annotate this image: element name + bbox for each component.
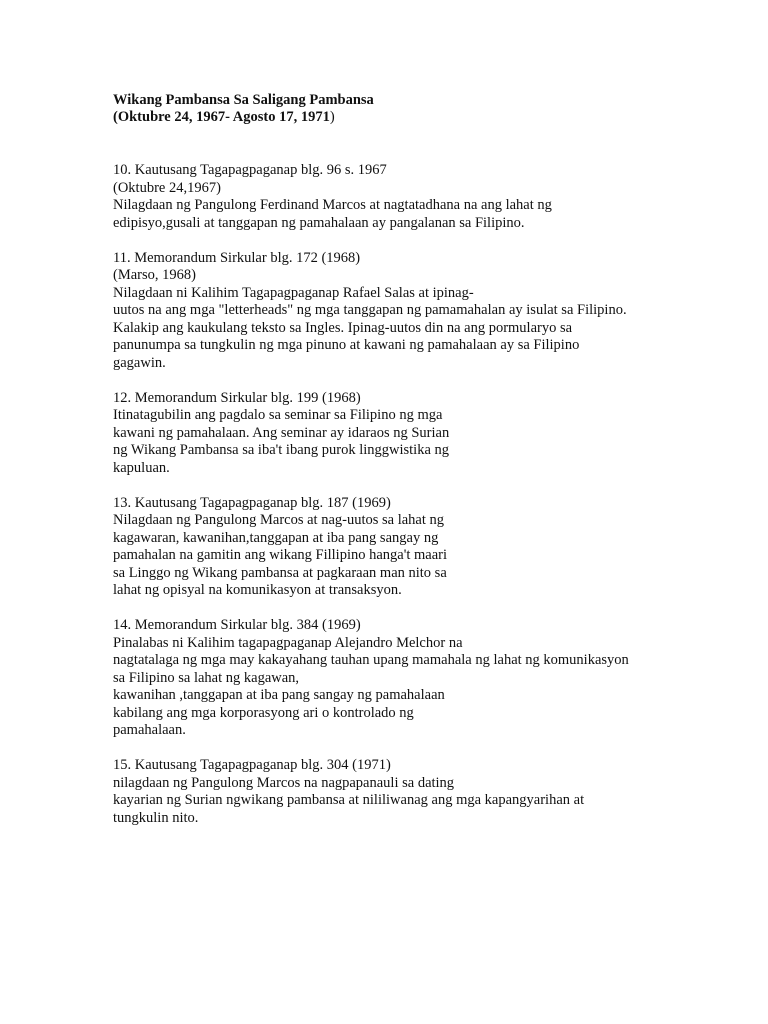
section-heading: 15. Kautusang Tagapagpaganap blg. 304 (1971) bbox=[113, 757, 391, 773]
section-text-line: lahat ng opisyal na komunikasyon at transaksyon. bbox=[113, 582, 402, 598]
section-text-line: Pinalabas ni Kalihim tagapagpaganap Alejandro Melchor na bbox=[113, 634, 463, 651]
section-text-line: ng Wikang Pambansa sa iba't ibang purok linggwistika ng bbox=[113, 442, 450, 458]
section-text-line: gagawin. bbox=[113, 354, 166, 371]
section-text-line: tungkulin nito. bbox=[113, 809, 199, 826]
section-item bbox=[113, 390, 713, 478]
section-text-line: nagtatalaga ng mga may kakayahang tauhan upang mamahala ng lahat ng komunikasyon bbox=[113, 652, 629, 668]
section-text-line: kawani ng pamahalaan. Ang seminar ay idaraos ng Surian bbox=[113, 424, 450, 441]
section-text-line: kapuluan. bbox=[113, 459, 170, 476]
section-text-line: sa Linggo ng Wikang pambansa at pagkaraan man nito sa bbox=[113, 564, 447, 581]
section-text-line: uutos na ang mga "letterheads" ng mga tanggapan ng pamamahalan ay isulat sa Filipino. bbox=[113, 302, 627, 318]
section-text-line: Kalakip ang kaukulang teksto sa Ingles. Ipinag-uutos din na ang pormularyo sa bbox=[113, 319, 573, 336]
section-heading: 12. Memorandum Sirkular blg. 199 (1968) bbox=[113, 389, 361, 406]
section-text-line: Itinatagubilin ang pagdalo sa seminar sa Filipino ng mga bbox=[113, 407, 443, 423]
section-text-line: panunumpa sa tungkulin ng mga pinuno at kawani ng pamahalaan ay sa Filipino bbox=[113, 337, 580, 353]
section-item bbox=[113, 757, 713, 827]
document-title bbox=[113, 92, 713, 126]
section-heading: 13. Kautusang Tagapagpaganap blg. 187 (1969) bbox=[113, 494, 391, 511]
section-item bbox=[113, 617, 713, 740]
document-body bbox=[113, 162, 713, 845]
section-text-line: kagawaran, kawanihan,tanggapan at iba pang sangay ng bbox=[113, 529, 439, 546]
section-heading: 11. Memorandum Sirkular blg. 172 (1968) bbox=[113, 249, 361, 266]
section-heading: 14. Memorandum Sirkular blg. 384 (1969) bbox=[113, 617, 361, 633]
title-line-2 bbox=[113, 109, 713, 126]
section-text-line: (Oktubre 24,1967) bbox=[113, 179, 221, 196]
section-text-line: kayarian ng Surian ngwikang pambansa at nililiwanag ang mga kapangyarihan at bbox=[113, 792, 585, 808]
section-item bbox=[113, 495, 713, 600]
section-text-line: pamahalaan. bbox=[113, 722, 186, 738]
title-date-range: (Oktubre 24, 1967- Agosto 17, 1971 bbox=[113, 109, 330, 125]
section-text-line: nilagdaan ng Pangulong Marcos na nagpapanauli sa dating bbox=[113, 774, 455, 791]
section-text-line: kawanihan ,tanggapan at iba pang sangay ng pamahalaan bbox=[113, 687, 445, 703]
section-text-line: pamahalan na gamitin ang wikang Fillipino hanga't maari bbox=[113, 547, 448, 563]
section-text-line: Nilagdaan ng Pangulong Marcos at nag-uutos sa lahat ng bbox=[113, 512, 445, 528]
section-item bbox=[113, 250, 713, 373]
section-item bbox=[113, 162, 713, 232]
section-text-line: Nilagdaan ng Pangulong Ferdinand Marcos at nagtatadhana na ang lahat ng bbox=[113, 197, 552, 213]
title-line-1: Wikang Pambansa Sa Saligang Pambansa bbox=[113, 92, 374, 108]
section-text-line: (Marso, 1968) bbox=[113, 267, 196, 283]
section-text-line: edipisyo,gusali at tanggapan ng pamahalaan ay pangalanan sa Filipino. bbox=[113, 214, 525, 231]
section-heading: 10. Kautusang Tagapagpaganap blg. 96 s. 1967 bbox=[113, 162, 387, 178]
section-text-line: Nilagdaan ni Kalihim Tagapagpaganap Rafael Salas at ipinag- bbox=[113, 284, 474, 301]
title-closing-paren: ) bbox=[329, 109, 335, 125]
section-text-line: kabilang ang mga korporasyong ari o kontrolado ng bbox=[113, 704, 414, 721]
section-text-line: sa Filipino sa lahat ng kagawan, bbox=[113, 669, 300, 686]
